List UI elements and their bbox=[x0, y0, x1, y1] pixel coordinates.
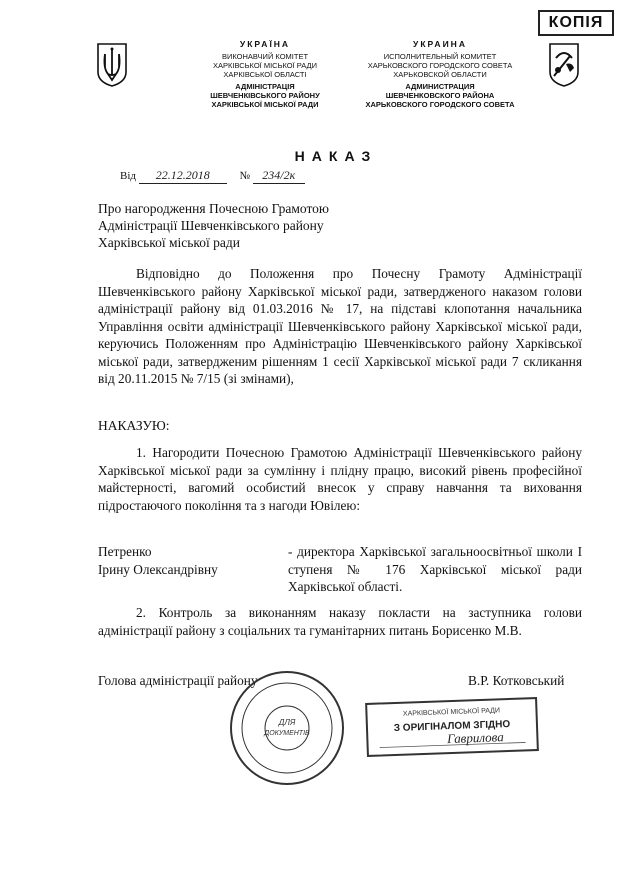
date-from-label: Від bbox=[120, 170, 136, 182]
number-label: № bbox=[239, 170, 250, 182]
preamble-paragraph: Відповідно до Положення про Почесну Грамоту Адміністрації Шевченківського району Харківської міської ради, затвердженого наказом голови адміністрації району від 01.03.2016 № 17, на підставі клопотання начальника Управління освіти адміністрації Шевченківського району Харківської міської ради, керуючись Положенням про Адміністрацію Шевченківського району Харківської міської ради, затвердженим рішенням 1 сесії Харківської міської ради 7 скликання від 20.11.2015 № 7/15 (зі змінами), bbox=[98, 266, 582, 386]
awardee-name bbox=[98, 543, 278, 578]
copy-stamp: КОПІЯ bbox=[538, 10, 614, 36]
awardee-position: - директора Харківської загальноосвітньої школи І ступеня № 176 Харківської міської ради Харківської області. bbox=[288, 544, 582, 594]
order-number: 234/2к bbox=[253, 168, 305, 184]
subject-line: Адміністрації Шевченківського району bbox=[98, 218, 324, 233]
header-left-line: ВИКОНАВЧИЙ КОМІТЕТ bbox=[221, 52, 309, 61]
subject-line: Харківської міської ради bbox=[98, 235, 241, 250]
header-right-line: ИСПОЛНИТЕЛЬНЫЙ КОМИТЕТ bbox=[383, 52, 497, 61]
order-date: 22.12.2018 bbox=[139, 168, 227, 184]
signatory-name: В.Р. Котковський bbox=[468, 673, 565, 688]
header-left-line: ХАРКІВСЬКОЇ МІСЬКОЇ РАДИ bbox=[211, 100, 319, 109]
header-right-line: ХАРЬКОВСКОГО ГОРОДСКОГО СОВЕТА bbox=[365, 100, 515, 109]
signatory-position: Голова адміністрації району bbox=[98, 673, 258, 688]
kharkiv-emblem-icon bbox=[548, 42, 580, 88]
header-right-line: ШЕВЧЕНКОВСКОГО РАЙОНА bbox=[385, 91, 495, 100]
header-right bbox=[340, 40, 540, 109]
subject-line: Про нагородження Почесною Грамотою bbox=[98, 201, 330, 216]
header-left bbox=[175, 40, 355, 109]
header-left-line: ХАРКІВСЬКОЇ ОБЛАСТІ bbox=[223, 70, 307, 79]
header-left-line: ХАРКІВСЬКОЇ МІСЬКОЇ РАДИ bbox=[212, 61, 317, 70]
awardee-surname: Петренко bbox=[98, 544, 152, 559]
order-item-1: 1. Нагородити Почесною Грамотою Адміністрації Шевченківського району Харківської міської ради за сумлінну і плідну працю, високий рівень професійної майстерності, вагомий особистий внесок у справу навчання та виховання підростаючого покоління та з нагоди Ювілею: bbox=[98, 445, 582, 513]
header-right-line: АДМИНИСТРАЦИЯ bbox=[405, 82, 475, 91]
awardee-given-names: Ірину Олександрівну bbox=[98, 561, 218, 577]
ukraine-trident-icon bbox=[96, 42, 128, 88]
stamp-signature: Гаврилова bbox=[446, 729, 504, 747]
stamp-top-text: ХАРКІВСЬКОЇ МІСЬКОЇ РАДИ bbox=[402, 707, 501, 718]
certified-copy-stamp bbox=[365, 697, 540, 757]
header-left-line: АДМІНІСТРАЦІЯ bbox=[235, 82, 295, 91]
order-word: НАКАЗУЮ: bbox=[98, 418, 170, 433]
header-left-line: ШЕВЧЕНКІВСЬКОГО РАЙОНУ bbox=[210, 91, 320, 100]
stamp-main-text: З ОРИГІНАЛОМ ЗГІДНО bbox=[393, 718, 511, 735]
document-title: НАКАЗ bbox=[294, 148, 378, 164]
order-item-2: 2. Контроль за виконанням наказу покласти на заступника голови адміністрації району з соціальних та гуманітарних питань Борисенко М.В. bbox=[98, 605, 582, 638]
header-left-country: УКРАЇНА bbox=[239, 39, 291, 49]
date-line bbox=[120, 168, 305, 184]
order-subject bbox=[98, 200, 329, 251]
header-right-country: УКРАИНА bbox=[413, 39, 467, 49]
round-seal bbox=[227, 669, 347, 787]
seal-text: ДЛЯ bbox=[278, 718, 296, 727]
header-right-line: ХАРЬКОВСКОЙ ОБЛАСТИ bbox=[393, 70, 487, 79]
seal-text: ДОКУМЕНТІВ bbox=[264, 730, 310, 737]
header-right-line: ХАРЬКОВСКОГО ГОРОДСКОГО СОВЕТА bbox=[367, 61, 513, 70]
